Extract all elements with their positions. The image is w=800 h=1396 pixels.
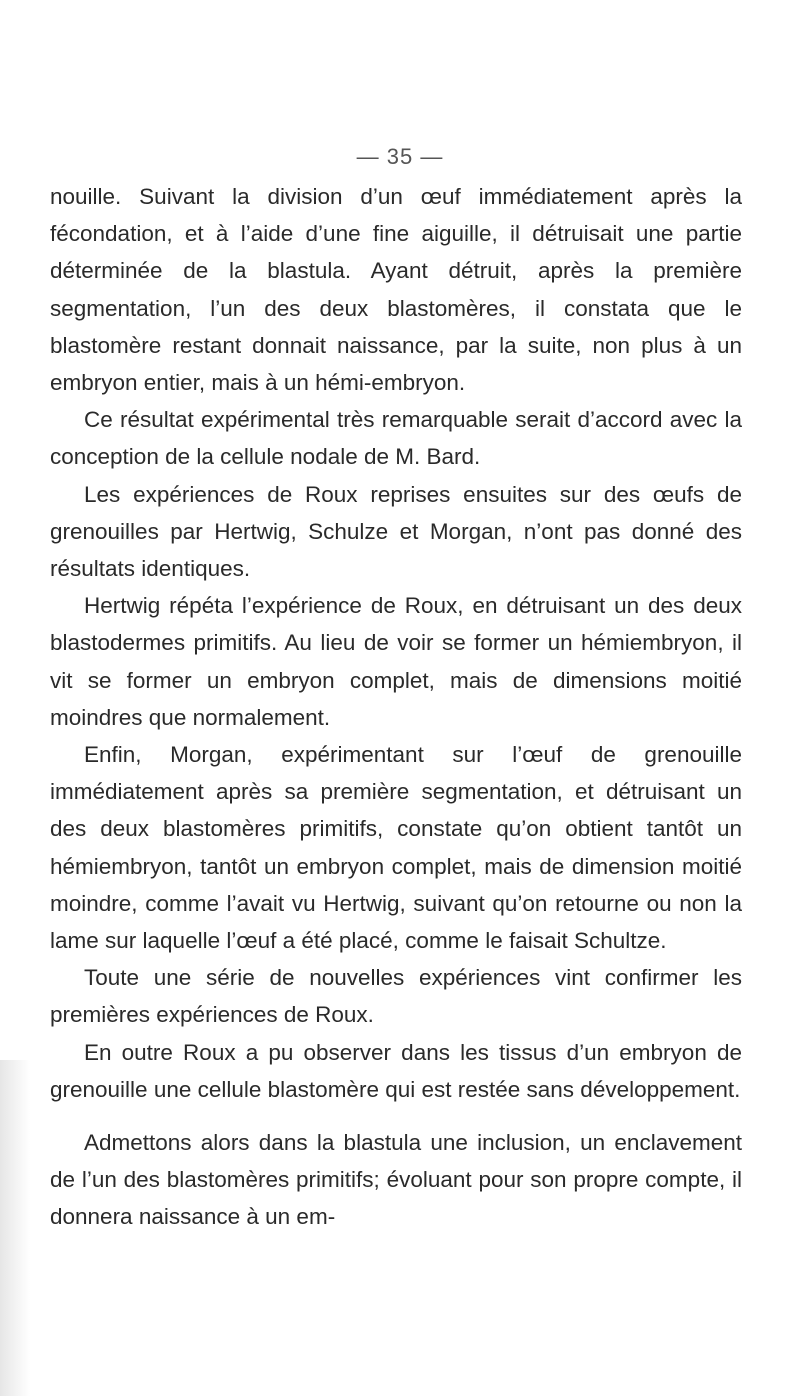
paragraph-8: Admettons alors dans la blastula une inclusion, un enclavement de l’un des blastomères primitifs; évoluant pour son propre compte, il donnera naissance à un em- [50,1130,742,1230]
paragraph-7: En outre Roux a pu observer dans les tissus d’un embryon de grenouille une cellule blastomère qui est restée sans développement. [50,1039,742,1102]
paragraph-3: Les expériences de Roux reprises ensuites sur des œufs de grenouilles par Hertwig, Schulze et Morgan, n’ont pas donné des résultats identiques. [50,481,742,582]
paragraph-4: Hertwig répéta l’expérience de Roux, en détruisant un des deux blastodermes primitifs. Au lieu de voir se former un hémiembryon, il vit se former un embryon complet, mais de dimensions moitié moindres que normalement. [50,593,742,730]
paragraph-6: Toute une série de nouvelles expériences vint confirmer les premières expériences de Roux. [50,965,742,1028]
page-number: — 35 — [356,144,444,169]
paragraph-2: Ce résultat expérimental très remarquable serait d’accord avec la conception de la cellule nodale de M. Bard. [50,407,742,470]
paragraph-5: Enfin, Morgan, expérimentant sur l’œuf de grenouille immédiatement après sa première segmentation, et détruisant un des deux blastomères primitifs, constate qu’on obtient tantôt un hémiembryon, tantôt un embryon complet, mais de dimension moitié moindre, comme l’avait vu Hertwig, suivant qu’on retourne ou non la lame sur laquelle l’œuf a été placé, comme le faisait Schultze. [50,742,742,954]
binding-shadow [0,1060,30,1396]
body-text [50,178,742,1236]
paragraph-1: nouille. Suivant la division d’un œuf immédiatement après la fécondation, et à l’aide d’une fine aiguille, il détruisait une partie déterminée de la blastula. Ayant détruit, après la première segmentation, l’un des deux blastomères, il constata que le blastomère restant donnait naissance, par la suite, non plus à un embryon entier, mais à un hémi-embryon. [50,184,742,396]
